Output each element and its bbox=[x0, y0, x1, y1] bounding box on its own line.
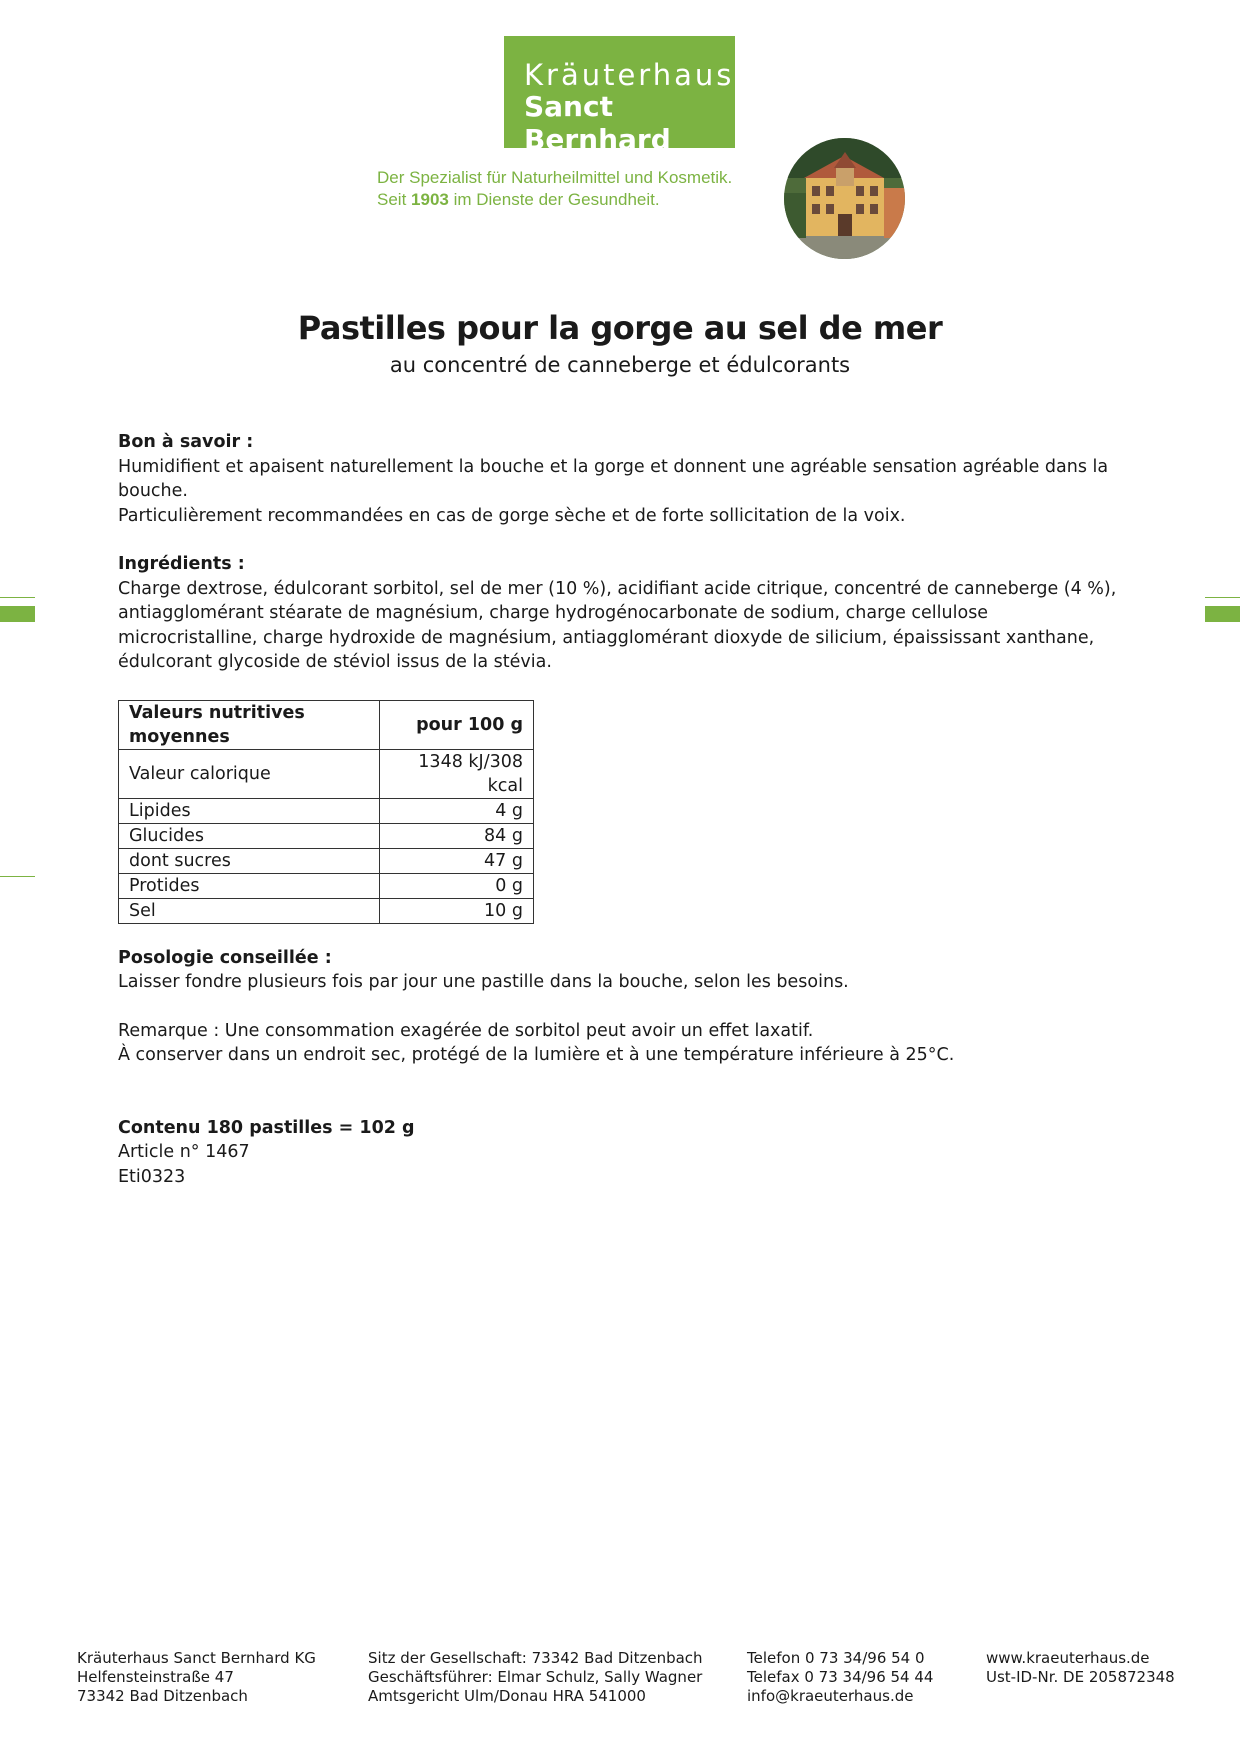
good-to-know-text-1: Humidifient et apaisent naturellement la bouche et la gorge et donnent une agréable sensation agréable dans la bouche. bbox=[118, 456, 1109, 501]
product-description bbox=[118, 430, 1128, 1189]
dosage-text: Laisser fondre plusieurs fois par jour une pastille dans la bouche, selon les besoins. bbox=[118, 972, 849, 992]
article-number: Article n° 1467 bbox=[118, 1142, 250, 1162]
nutrition-name: Glucides bbox=[119, 823, 380, 848]
right-margin-bar bbox=[1205, 606, 1240, 622]
nutrition-value: 10 g bbox=[380, 898, 534, 923]
footer-line: 73342 Bad Ditzenbach bbox=[77, 1687, 248, 1705]
dosage-section bbox=[118, 946, 1128, 995]
footer-vat-id: Ust-ID-Nr. DE 205872348 bbox=[986, 1668, 1175, 1686]
footer-line: Geschäftsführer: Elmar Schulz, Sally Wagner bbox=[368, 1668, 703, 1686]
footer-company bbox=[77, 1649, 316, 1706]
brand-name-line1: Kräuterhaus bbox=[524, 58, 735, 92]
footer-line: Amtsgericht Ulm/Donau HRA 541000 bbox=[368, 1687, 646, 1705]
table-row bbox=[119, 749, 534, 798]
footer-phone: Telefon 0 73 34/96 54 0 bbox=[747, 1649, 925, 1667]
tagline-line2: Seit 1903 im Dienste der Gesundheit. bbox=[377, 190, 660, 209]
footer-web bbox=[986, 1649, 1175, 1687]
storage-text: À conserver dans un endroit sec, protégé de la lumière et à une température inférieure à 25°C. bbox=[118, 1045, 955, 1065]
brand-tagline bbox=[377, 167, 732, 211]
footer-legal bbox=[368, 1649, 703, 1706]
table-row bbox=[119, 823, 534, 848]
nutrition-value: 47 g bbox=[380, 848, 534, 873]
nutrition-name: Sel bbox=[119, 898, 380, 923]
remark-text: Remarque : Une consommation exagérée de sorbitol peut avoir un effet laxatif. bbox=[118, 1020, 814, 1041]
footer-contact bbox=[747, 1649, 933, 1706]
brand-logo bbox=[504, 36, 735, 156]
product-subtitle: au concentré de canneberge et édulcorants bbox=[389, 353, 851, 377]
left-margin-line-bottom bbox=[0, 876, 35, 877]
good-to-know-text-2: Particulièrement recommandées en cas de gorge sèche et de forte sollicitation de la voix. bbox=[118, 505, 906, 526]
content-text: Contenu 180 pastilles = 102 g bbox=[118, 1117, 415, 1138]
nutrition-header-row bbox=[119, 700, 534, 749]
nutrition-value: 1348 kJ/308 kcal bbox=[380, 749, 534, 798]
nutrition-table bbox=[118, 700, 534, 924]
footer-email: info@kraeuterhaus.de bbox=[747, 1687, 914, 1705]
good-to-know-section bbox=[118, 430, 1128, 528]
brand-name-line2: Sanct Bernhard bbox=[524, 90, 671, 156]
table-row bbox=[119, 898, 534, 923]
label-code: Eti0323 bbox=[118, 1166, 186, 1187]
ingredients-heading: Ingrédients : bbox=[118, 554, 245, 574]
dosage-heading: Posologie conseillée : bbox=[118, 947, 332, 968]
house-photo bbox=[784, 138, 905, 259]
left-margin-bar bbox=[0, 606, 35, 622]
product-title: Pastilles pour la gorge au sel de mer bbox=[297, 309, 943, 347]
footer-line: Kräuterhaus Sanct Bernhard KG bbox=[77, 1649, 316, 1667]
right-margin-line-top bbox=[1205, 597, 1240, 598]
table-row bbox=[119, 798, 534, 823]
nutrition-name: Valeur calorique bbox=[119, 749, 380, 798]
nutrition-name: Protides bbox=[119, 873, 380, 898]
nutrition-value: 4 g bbox=[380, 798, 534, 823]
nutrition-header-value: pour 100 g bbox=[380, 700, 534, 749]
ingredients-text: Charge dextrose, édulcorant sorbitol, sel de mer (10 %), acidifiant acide citrique, concentré de canneberge (4 %), antiagglomérant stéarate de magnésium, charge hydrogénocarbonate de sodium, charge cellulose microcristalline, charge hydroxide de magnésium, antiagglomérant dioxyde de silicium, épaississant xanthane, édulcorant glycoside de stéviol issus de la stévia. bbox=[118, 578, 1117, 672]
nutrition-value: 0 g bbox=[380, 873, 534, 898]
footer-line: Sitz der Gesellschaft: 73342 Bad Ditzenbach bbox=[368, 1649, 703, 1667]
nutrition-name: Lipides bbox=[119, 798, 380, 823]
ingredients-section bbox=[118, 552, 1128, 675]
left-margin-line-top bbox=[0, 597, 35, 598]
tagline-line1: Der Spezialist für Naturheilmittel und Kosmetik. bbox=[377, 168, 733, 187]
nutrition-value: 84 g bbox=[380, 823, 534, 848]
nutrition-header-name: Valeurs nutritives moyennes bbox=[119, 700, 380, 749]
good-to-know-heading: Bon à savoir : bbox=[118, 432, 254, 452]
footer-fax: Telefax 0 73 34/96 54 44 bbox=[747, 1668, 934, 1686]
footer-line: Helfensteinstraße 47 bbox=[77, 1668, 234, 1686]
nutrition-name: dont sucres bbox=[119, 848, 380, 873]
table-row bbox=[119, 848, 534, 873]
footer-website: www.kraeuterhaus.de bbox=[986, 1649, 1150, 1667]
table-row bbox=[119, 873, 534, 898]
